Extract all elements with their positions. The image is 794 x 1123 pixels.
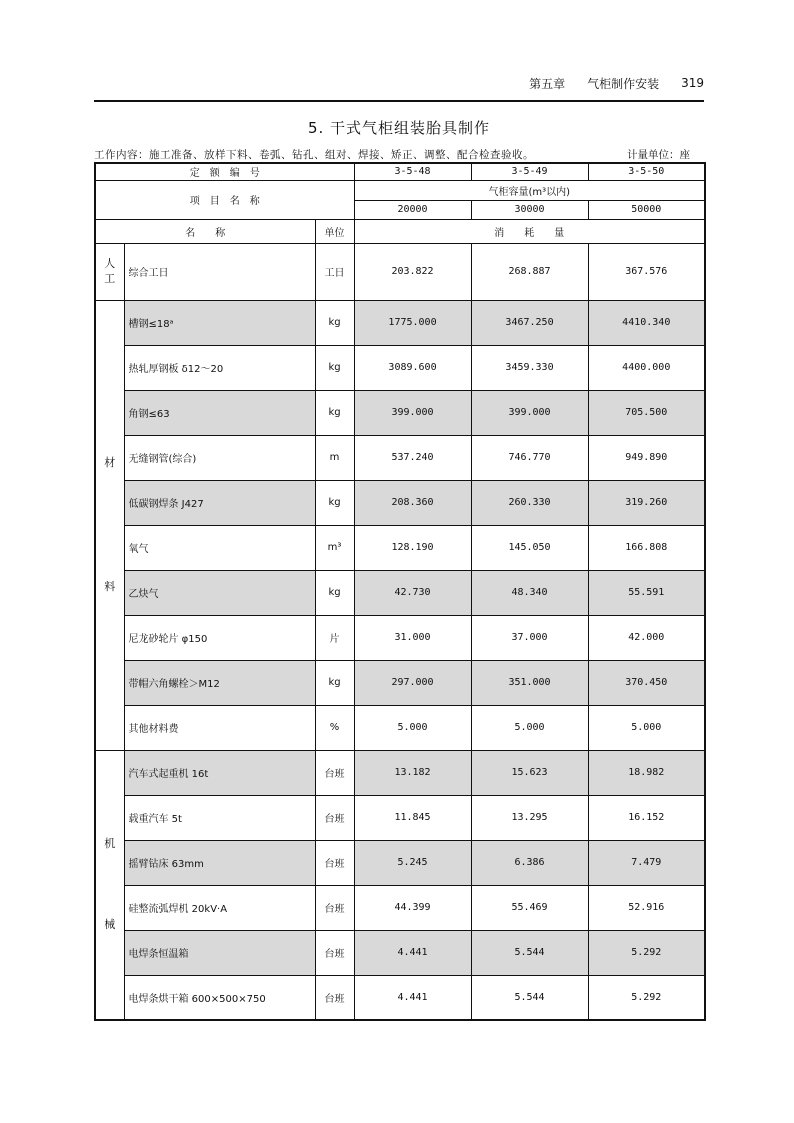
consumption-value: 297.000 bbox=[354, 660, 471, 705]
table-row bbox=[95, 480, 705, 525]
item-name-label: 项 目 名 称 bbox=[95, 180, 354, 219]
consumption-value: 7.479 bbox=[588, 840, 705, 885]
consumption-value: 11.845 bbox=[354, 795, 471, 840]
quota-code: 3-5-48 bbox=[354, 163, 471, 180]
consumption-value: 746.770 bbox=[471, 435, 588, 480]
capacity-value: 20000 bbox=[354, 200, 471, 219]
table-row bbox=[95, 885, 705, 930]
consumption-value: 367.576 bbox=[588, 243, 705, 300]
consumption-value: 145.050 bbox=[471, 525, 588, 570]
table-row bbox=[95, 795, 705, 840]
item-name: 热轧厚钢板 δ12～20 bbox=[124, 345, 315, 390]
consumption-value: 37.000 bbox=[471, 615, 588, 660]
item-unit: kg bbox=[315, 390, 354, 435]
category-char: 材 bbox=[104, 455, 116, 469]
consumption-value: 128.190 bbox=[354, 525, 471, 570]
consumption-value: 5.292 bbox=[588, 930, 705, 975]
table-row bbox=[95, 300, 705, 345]
capacity-header-row bbox=[95, 180, 705, 200]
table-row bbox=[95, 705, 705, 750]
consumption-value: 42.730 bbox=[354, 570, 471, 615]
item-unit: m bbox=[315, 435, 354, 480]
item-name: 硅整流弧焊机 20kV·A bbox=[124, 885, 315, 930]
consumption-value: 1775.000 bbox=[354, 300, 471, 345]
consumption-value: 949.890 bbox=[588, 435, 705, 480]
consumption-value: 18.982 bbox=[588, 750, 705, 795]
item-unit: 台班 bbox=[315, 885, 354, 930]
page-header bbox=[94, 72, 704, 94]
work-info-line bbox=[94, 146, 704, 162]
work-content: 工作内容：施工准备、放样下料、卷弧、钻孔、组对、焊接、矫正、调整、配合检查验收。 bbox=[94, 148, 534, 161]
category-cell bbox=[95, 750, 124, 1020]
consumption-value: 166.808 bbox=[588, 525, 705, 570]
column-header-row bbox=[95, 219, 705, 243]
table-row bbox=[95, 975, 705, 1020]
item-unit: 台班 bbox=[315, 840, 354, 885]
consumption-value: 5.000 bbox=[588, 705, 705, 750]
item-name: 尼龙砂轮片 φ150 bbox=[124, 615, 315, 660]
consumption-value: 31.000 bbox=[354, 615, 471, 660]
consumption-value: 13.295 bbox=[471, 795, 588, 840]
consumption-value: 55.591 bbox=[588, 570, 705, 615]
consumption-value: 5.000 bbox=[471, 705, 588, 750]
table-row bbox=[95, 615, 705, 660]
quota-number-row bbox=[95, 163, 705, 180]
table-row bbox=[95, 750, 705, 795]
item-name: 氧气 bbox=[124, 525, 315, 570]
consumption-value: 42.000 bbox=[588, 615, 705, 660]
consumption-value: 203.822 bbox=[354, 243, 471, 300]
name-column-header: 名 称 bbox=[95, 219, 315, 243]
category-cell bbox=[95, 300, 124, 750]
table-row bbox=[95, 660, 705, 705]
quota-code: 3-5-50 bbox=[588, 163, 705, 180]
item-name: 摇臂钻床 63mm bbox=[124, 840, 315, 885]
consumption-value: 6.386 bbox=[471, 840, 588, 885]
category-char: 料 bbox=[104, 580, 116, 593]
consumption-value: 13.182 bbox=[354, 750, 471, 795]
measurement-unit: 计量单位：座 bbox=[627, 148, 690, 161]
consumption-value: 705.500 bbox=[588, 390, 705, 435]
consumption-value: 3467.250 bbox=[471, 300, 588, 345]
consumption-value: 55.469 bbox=[471, 885, 588, 930]
consumption-value: 268.887 bbox=[471, 243, 588, 300]
item-unit: kg bbox=[315, 570, 354, 615]
consumption-value: 4410.340 bbox=[588, 300, 705, 345]
item-name: 载重汽车 5t bbox=[124, 795, 315, 840]
page-number: 319 bbox=[681, 76, 704, 90]
consumption-value: 260.330 bbox=[471, 480, 588, 525]
consumption-value: 3089.600 bbox=[354, 345, 471, 390]
quota-code: 3-5-49 bbox=[471, 163, 588, 180]
consumption-value: 5.000 bbox=[354, 705, 471, 750]
category-char: 机 bbox=[104, 837, 116, 851]
page-title: 5. 干式气柜组装胎具制作 bbox=[307, 119, 491, 137]
item-unit: % bbox=[315, 705, 354, 750]
table-row bbox=[95, 390, 705, 435]
item-name: 带帽六角螺栓＞M12 bbox=[124, 660, 315, 705]
consumption-value: 537.240 bbox=[354, 435, 471, 480]
item-unit: 台班 bbox=[315, 750, 354, 795]
item-unit: 台班 bbox=[315, 930, 354, 975]
item-name: 其他材料费 bbox=[124, 705, 315, 750]
table-row bbox=[95, 525, 705, 570]
table-row bbox=[95, 243, 705, 300]
item-unit: kg bbox=[315, 345, 354, 390]
consumption-column-header: 消 耗 量 bbox=[354, 219, 705, 243]
consumption-value: 16.152 bbox=[588, 795, 705, 840]
item-name: 乙炔气 bbox=[124, 570, 315, 615]
consumption-value: 5.544 bbox=[471, 930, 588, 975]
category-cell bbox=[95, 243, 124, 300]
table-row bbox=[95, 435, 705, 480]
item-name: 电焊条烘干箱 600×500×750 bbox=[124, 975, 315, 1020]
section-label: 气柜制作安装 bbox=[587, 76, 660, 91]
consumption-value: 48.340 bbox=[471, 570, 588, 615]
consumption-value: 4.441 bbox=[354, 975, 471, 1020]
consumption-value: 4400.000 bbox=[588, 345, 705, 390]
category-char: 械 bbox=[104, 917, 116, 931]
category-char: 工 bbox=[104, 271, 116, 285]
capacity-value: 50000 bbox=[588, 200, 705, 219]
consumption-value: 351.000 bbox=[471, 660, 588, 705]
consumption-value: 319.260 bbox=[588, 480, 705, 525]
item-unit: 工日 bbox=[315, 243, 354, 300]
item-unit: 台班 bbox=[315, 795, 354, 840]
consumption-value: 3459.330 bbox=[471, 345, 588, 390]
header-divider bbox=[94, 100, 704, 102]
capacity-label: 气柜容量(m³以内) bbox=[354, 180, 705, 200]
item-name: 综合工日 bbox=[124, 243, 315, 300]
item-unit: 台班 bbox=[315, 975, 354, 1020]
item-name: 角钢≤63 bbox=[124, 390, 315, 435]
item-unit: m³ bbox=[315, 525, 354, 570]
consumption-value: 399.000 bbox=[471, 390, 588, 435]
item-name: 汽车式起重机 16t bbox=[124, 750, 315, 795]
table-row bbox=[95, 570, 705, 615]
capacity-value: 30000 bbox=[471, 200, 588, 219]
item-unit: kg bbox=[315, 480, 354, 525]
item-unit: 片 bbox=[315, 615, 354, 660]
item-name: 电焊条恒温箱 bbox=[124, 930, 315, 975]
item-unit: kg bbox=[315, 660, 354, 705]
consumption-value: 399.000 bbox=[354, 390, 471, 435]
consumption-value: 370.450 bbox=[588, 660, 705, 705]
unit-column-header: 单位 bbox=[315, 219, 354, 243]
consumption-value: 4.441 bbox=[354, 930, 471, 975]
consumption-value: 208.360 bbox=[354, 480, 471, 525]
consumption-value: 52.916 bbox=[588, 885, 705, 930]
item-unit: kg bbox=[315, 300, 354, 345]
item-name: 槽钢≤18ᵃ bbox=[124, 300, 315, 345]
table-row bbox=[95, 840, 705, 885]
quota-table bbox=[94, 162, 706, 1021]
item-name: 无缝钢管(综合) bbox=[124, 435, 315, 480]
table-row bbox=[95, 345, 705, 390]
chapter-label: 第五章 bbox=[529, 76, 566, 91]
table-row bbox=[95, 930, 705, 975]
consumption-value: 44.399 bbox=[354, 885, 471, 930]
item-name: 低碳钢焊条 J427 bbox=[124, 480, 315, 525]
consumption-value: 5.245 bbox=[354, 840, 471, 885]
category-char: 人 bbox=[104, 257, 116, 271]
consumption-value: 15.623 bbox=[471, 750, 588, 795]
consumption-value: 5.544 bbox=[471, 975, 588, 1020]
quota-no-label: 定 额 编 号 bbox=[95, 163, 354, 180]
consumption-value: 5.292 bbox=[588, 975, 705, 1020]
